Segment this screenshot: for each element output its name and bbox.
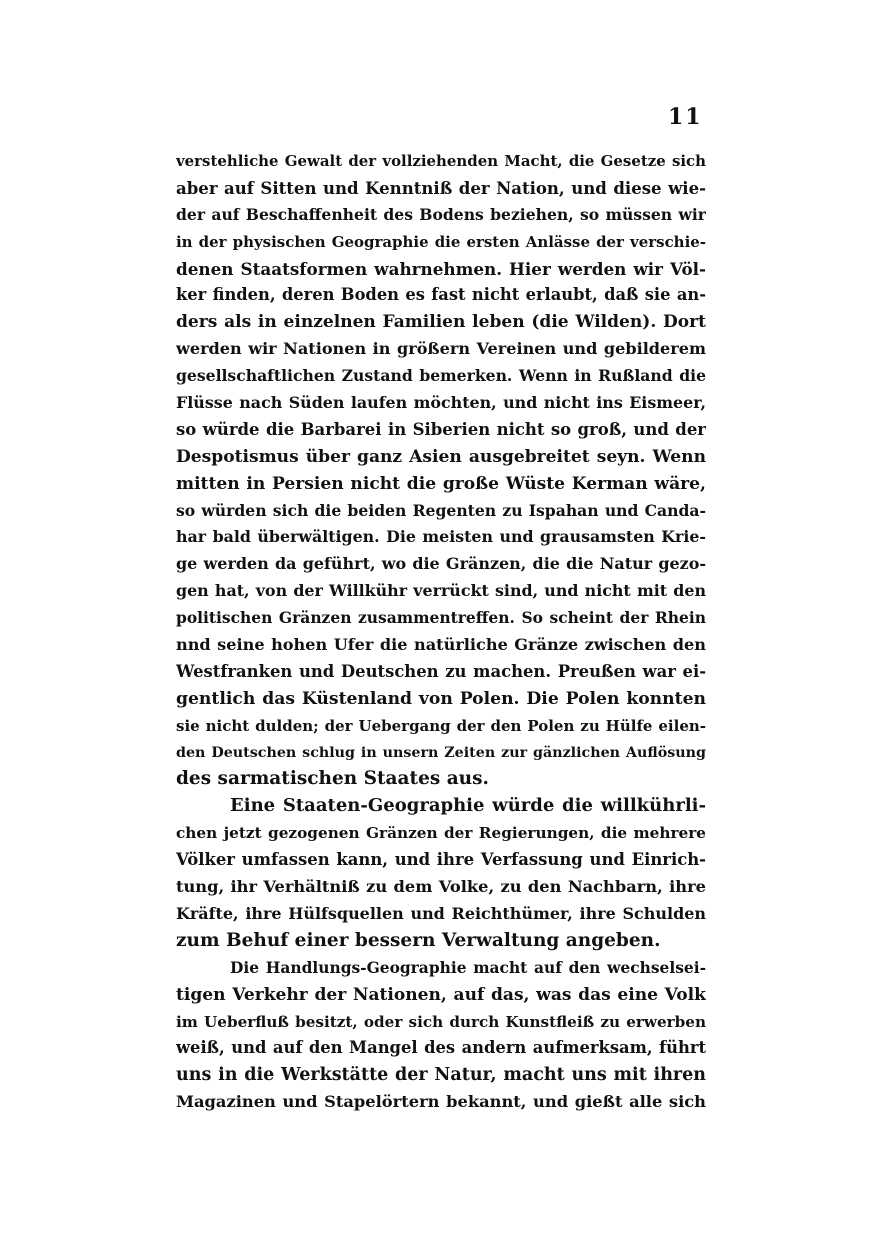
text-line: aber auf Sitten und Kenntniß der Nation, und diese wie- [176, 177, 706, 198]
text-line: uns in die Werkstätte der Natur, macht uns mit ihren [176, 1065, 706, 1086]
text-line: ders als in einzelnen Familien leben (die Wilden). Dort [176, 312, 706, 333]
text-line: ge werden da geführt, wo die Gränzen, die die Natur gezo- [176, 554, 706, 574]
text-line: gen hat, von der Willkühr verrückt sind, und nicht mit den [176, 581, 706, 601]
text-line: tigen Verkehr der Nationen, auf das, was das eine Volk [176, 984, 706, 1005]
text-line: Völker umfassen kann, und ihre Verfassung und Einrich- [176, 850, 706, 870]
text-line: har bald überwältigen. Die meisten und grausamsten Krie- [176, 527, 706, 547]
body-text [176, 148, 706, 1116]
text-line: Westfranken und Deutschen zu machen. Preußen war ei- [176, 661, 706, 681]
text-line: im Ueberfluß besitzt, oder sich durch Kunstfleiß zu erwerben [176, 1012, 706, 1031]
text-line: mitten in Persien nicht die große Wüste Kerman wäre, [176, 473, 706, 494]
text-line: verstehliche Gewalt der vollziehenden Macht, die Gesetze sich [176, 152, 706, 170]
text-line: zum Behuf einer bessern Verwaltung angeben. [176, 929, 661, 951]
text-line: Die Handlungs-Geographie macht auf den wechselsei- [230, 957, 706, 977]
text-line: Kräfte, ihre Hülfsquellen und Reichthümer, ihre Schulden [176, 903, 706, 923]
text-line: ker finden, deren Boden es fast nicht erlaubt, daß sie an- [176, 285, 706, 305]
text-line: politischen Gränzen zusammentreffen. So scheint der Rhein [176, 608, 706, 628]
text-line: so würde die Barbarei in Siberien nicht so groß, und der [176, 419, 706, 439]
text-line: gesellschaftlichen Zustand bemerken. Wenn in Rußland die [176, 366, 706, 386]
text-line: Magazinen und Stapelörtern bekannt, und gießt alle sich [176, 1092, 706, 1112]
text-line: Flüsse nach Süden laufen möchten, und nicht ins Eismeer, [176, 393, 706, 413]
text-line: Eine Staaten-Geographie würde die willkührli- [230, 795, 706, 817]
text-line: tung, ihr Verhältniß zu dem Volke, zu den Nachbarn, ihre [176, 877, 706, 897]
text-line: werden wir Nationen in größern Vereinen und gebilderem [176, 339, 706, 359]
text-line: chen jetzt gezogenen Gränzen der Regierungen, die mehrere [176, 824, 706, 843]
text-line: weiß, und auf den Mangel des andern aufmerksam, führt [176, 1038, 706, 1058]
text-line: denen Staatsformen wahrnehmen. Hier werden wir Völ- [176, 258, 706, 279]
text-line: in der physischen Geographie die ersten Anlässe der verschie- [176, 232, 706, 251]
text-line: so würden sich die beiden Regenten zu Ispahan und Canda- [176, 500, 706, 520]
page-number: 11 [668, 104, 703, 130]
text-line: gentlich das Küstenland von Polen. Die Polen konnten [176, 688, 706, 709]
text-line: der auf Beschaffenheit des Bodens beziehen, so müssen wir [176, 204, 706, 224]
text-line: Despotismus über ganz Asien ausgebreitet seyn. Wenn [176, 446, 706, 467]
text-line: nnd seine hohen Ufer die natürliche Gränze zwischen den [176, 635, 706, 655]
text-line: sie nicht dulden; der Uebergang der den Polen zu Hülfe eilen- [176, 716, 706, 735]
text-line: den Deutschen schlug in unsern Zeiten zur gänzlichen Auflösung [176, 744, 706, 761]
text-line: des sarmatischen Staates aus. [176, 768, 489, 790]
